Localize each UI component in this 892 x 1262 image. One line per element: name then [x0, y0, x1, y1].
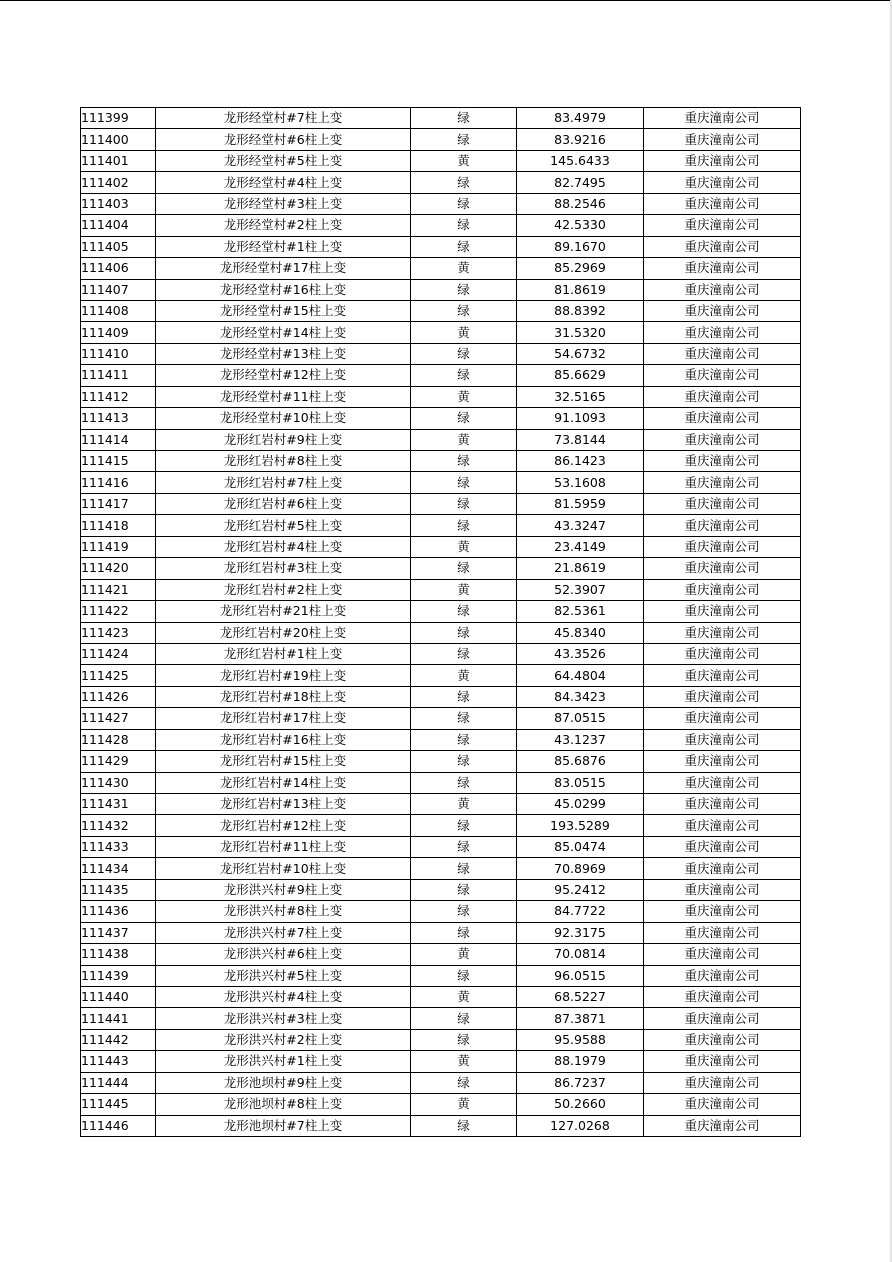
cell-company: 重庆潼南公司 — [644, 729, 801, 750]
cell-status-color: 绿 — [411, 515, 517, 536]
cell-company: 重庆潼南公司 — [644, 472, 801, 493]
cell-transformer-name: 龙形红岩村#12柱上变 — [156, 815, 411, 836]
page-top-border — [0, 0, 892, 1]
cell-id: 111411 — [81, 365, 156, 386]
cell-company: 重庆潼南公司 — [644, 579, 801, 600]
cell-company: 重庆潼南公司 — [644, 343, 801, 364]
cell-id: 111440 — [81, 986, 156, 1007]
cell-company: 重庆潼南公司 — [644, 172, 801, 193]
cell-transformer-name: 龙形经堂村#7柱上变 — [156, 108, 411, 129]
cell-value: 95.9588 — [517, 1029, 644, 1050]
cell-id: 111424 — [81, 643, 156, 664]
cell-company: 重庆潼南公司 — [644, 322, 801, 343]
cell-id: 111414 — [81, 429, 156, 450]
cell-company: 重庆潼南公司 — [644, 1029, 801, 1050]
cell-value: 54.6732 — [517, 343, 644, 364]
cell-status-color: 黄 — [411, 794, 517, 815]
cell-company: 重庆潼南公司 — [644, 879, 801, 900]
cell-value: 88.1979 — [517, 1051, 644, 1072]
cell-status-color: 黄 — [411, 386, 517, 407]
cell-company: 重庆潼南公司 — [644, 772, 801, 793]
cell-transformer-name: 龙形洪兴村#1柱上变 — [156, 1051, 411, 1072]
table-row — [81, 1115, 801, 1136]
cell-value: 86.1423 — [517, 451, 644, 472]
table-row — [81, 236, 801, 257]
table-row — [81, 665, 801, 686]
cell-company: 重庆潼南公司 — [644, 922, 801, 943]
table-row — [81, 751, 801, 772]
table-row — [81, 258, 801, 279]
cell-value: 64.4804 — [517, 665, 644, 686]
cell-status-color: 绿 — [411, 751, 517, 772]
cell-value: 43.1237 — [517, 729, 644, 750]
transformer-table — [80, 107, 801, 1137]
cell-status-color: 黄 — [411, 322, 517, 343]
cell-transformer-name: 龙形经堂村#16柱上变 — [156, 279, 411, 300]
cell-id: 111403 — [81, 193, 156, 214]
cell-value: 82.5361 — [517, 601, 644, 622]
cell-company: 重庆潼南公司 — [644, 1008, 801, 1029]
table-body — [81, 108, 801, 1137]
table-row — [81, 343, 801, 364]
cell-value: 88.2546 — [517, 193, 644, 214]
cell-value: 83.9216 — [517, 129, 644, 150]
cell-id: 111425 — [81, 665, 156, 686]
cell-company: 重庆潼南公司 — [644, 794, 801, 815]
cell-transformer-name: 龙形经堂村#2柱上变 — [156, 215, 411, 236]
cell-company: 重庆潼南公司 — [644, 279, 801, 300]
table-row — [81, 1072, 801, 1093]
cell-value: 23.4149 — [517, 536, 644, 557]
cell-status-color: 绿 — [411, 965, 517, 986]
cell-status-color: 黄 — [411, 665, 517, 686]
cell-company: 重庆潼南公司 — [644, 493, 801, 514]
cell-transformer-name: 龙形红岩村#9柱上变 — [156, 429, 411, 450]
cell-id: 111418 — [81, 515, 156, 536]
cell-value: 68.5227 — [517, 986, 644, 1007]
cell-value: 83.0515 — [517, 772, 644, 793]
cell-id: 111407 — [81, 279, 156, 300]
cell-value: 42.5330 — [517, 215, 644, 236]
cell-company: 重庆潼南公司 — [644, 751, 801, 772]
cell-transformer-name: 龙形经堂村#6柱上变 — [156, 129, 411, 150]
cell-value: 85.6876 — [517, 751, 644, 772]
table-row — [81, 172, 801, 193]
cell-transformer-name: 龙形红岩村#7柱上变 — [156, 472, 411, 493]
cell-status-color: 绿 — [411, 472, 517, 493]
cell-transformer-name: 龙形洪兴村#8柱上变 — [156, 901, 411, 922]
cell-id: 111438 — [81, 944, 156, 965]
cell-company: 重庆潼南公司 — [644, 815, 801, 836]
cell-value: 32.5165 — [517, 386, 644, 407]
table-row — [81, 858, 801, 879]
cell-transformer-name: 龙形经堂村#12柱上变 — [156, 365, 411, 386]
cell-status-color: 绿 — [411, 601, 517, 622]
cell-value: 73.8144 — [517, 429, 644, 450]
cell-id: 111437 — [81, 922, 156, 943]
cell-value: 52.3907 — [517, 579, 644, 600]
cell-company: 重庆潼南公司 — [644, 965, 801, 986]
cell-status-color: 黄 — [411, 986, 517, 1007]
cell-transformer-name: 龙形红岩村#6柱上变 — [156, 493, 411, 514]
cell-status-color: 绿 — [411, 922, 517, 943]
cell-transformer-name: 龙形红岩村#16柱上变 — [156, 729, 411, 750]
table-row — [81, 451, 801, 472]
cell-transformer-name: 龙形红岩村#11柱上变 — [156, 836, 411, 857]
table-row — [81, 901, 801, 922]
cell-id: 111441 — [81, 1008, 156, 1029]
cell-transformer-name: 龙形洪兴村#5柱上变 — [156, 965, 411, 986]
cell-status-color: 黄 — [411, 1051, 517, 1072]
cell-company: 重庆潼南公司 — [644, 622, 801, 643]
cell-transformer-name: 龙形红岩村#4柱上变 — [156, 536, 411, 557]
cell-status-color: 黄 — [411, 429, 517, 450]
cell-value: 70.0814 — [517, 944, 644, 965]
table-row — [81, 429, 801, 450]
cell-company: 重庆潼南公司 — [644, 408, 801, 429]
cell-value: 43.3247 — [517, 515, 644, 536]
cell-transformer-name: 龙形经堂村#17柱上变 — [156, 258, 411, 279]
cell-id: 111408 — [81, 300, 156, 321]
cell-value: 53.1608 — [517, 472, 644, 493]
cell-transformer-name: 龙形洪兴村#7柱上变 — [156, 922, 411, 943]
cell-status-color: 绿 — [411, 236, 517, 257]
cell-id: 111415 — [81, 451, 156, 472]
table-row — [81, 922, 801, 943]
cell-id: 111430 — [81, 772, 156, 793]
table-row — [81, 536, 801, 557]
cell-value: 84.7722 — [517, 901, 644, 922]
cell-transformer-name: 龙形红岩村#20柱上变 — [156, 622, 411, 643]
cell-value: 89.1670 — [517, 236, 644, 257]
cell-company: 重庆潼南公司 — [644, 1072, 801, 1093]
cell-transformer-name: 龙形红岩村#17柱上变 — [156, 708, 411, 729]
cell-transformer-name: 龙形红岩村#14柱上变 — [156, 772, 411, 793]
cell-id: 111426 — [81, 686, 156, 707]
cell-id: 111401 — [81, 150, 156, 171]
cell-transformer-name: 龙形经堂村#4柱上变 — [156, 172, 411, 193]
cell-company: 重庆潼南公司 — [644, 386, 801, 407]
cell-company: 重庆潼南公司 — [644, 686, 801, 707]
table-row — [81, 129, 801, 150]
cell-transformer-name: 龙形池坝村#7柱上变 — [156, 1115, 411, 1136]
cell-transformer-name: 龙形红岩村#13柱上变 — [156, 794, 411, 815]
cell-status-color: 绿 — [411, 343, 517, 364]
cell-status-color: 绿 — [411, 686, 517, 707]
cell-id: 111434 — [81, 858, 156, 879]
cell-company: 重庆潼南公司 — [644, 236, 801, 257]
cell-company: 重庆潼南公司 — [644, 986, 801, 1007]
cell-transformer-name: 龙形经堂村#15柱上变 — [156, 300, 411, 321]
cell-transformer-name: 龙形红岩村#1柱上变 — [156, 643, 411, 664]
cell-status-color: 绿 — [411, 129, 517, 150]
cell-company: 重庆潼南公司 — [644, 1094, 801, 1115]
cell-company: 重庆潼南公司 — [644, 193, 801, 214]
cell-status-color: 绿 — [411, 451, 517, 472]
cell-transformer-name: 龙形红岩村#2柱上变 — [156, 579, 411, 600]
cell-company: 重庆潼南公司 — [644, 601, 801, 622]
cell-status-color: 绿 — [411, 815, 517, 836]
cell-id: 111404 — [81, 215, 156, 236]
cell-id: 111445 — [81, 1094, 156, 1115]
cell-value: 83.4979 — [517, 108, 644, 129]
table-row — [81, 1051, 801, 1072]
table-row — [81, 879, 801, 900]
cell-company: 重庆潼南公司 — [644, 708, 801, 729]
cell-transformer-name: 龙形经堂村#13柱上变 — [156, 343, 411, 364]
cell-status-color: 绿 — [411, 1029, 517, 1050]
cell-value: 85.0474 — [517, 836, 644, 857]
table-row — [81, 493, 801, 514]
cell-status-color: 黄 — [411, 944, 517, 965]
cell-status-color: 绿 — [411, 1115, 517, 1136]
cell-id: 111400 — [81, 129, 156, 150]
cell-transformer-name: 龙形红岩村#15柱上变 — [156, 751, 411, 772]
cell-value: 43.3526 — [517, 643, 644, 664]
table-row — [81, 986, 801, 1007]
table-row — [81, 408, 801, 429]
cell-status-color: 黄 — [411, 150, 517, 171]
cell-company: 重庆潼南公司 — [644, 1115, 801, 1136]
cell-status-color: 黄 — [411, 579, 517, 600]
cell-value: 92.3175 — [517, 922, 644, 943]
cell-id: 111420 — [81, 558, 156, 579]
table-row — [81, 193, 801, 214]
table-row — [81, 686, 801, 707]
cell-status-color: 绿 — [411, 643, 517, 664]
cell-id: 111419 — [81, 536, 156, 557]
cell-company: 重庆潼南公司 — [644, 944, 801, 965]
cell-value: 81.8619 — [517, 279, 644, 300]
cell-transformer-name: 龙形洪兴村#6柱上变 — [156, 944, 411, 965]
cell-status-color: 绿 — [411, 901, 517, 922]
table-row — [81, 836, 801, 857]
cell-value: 50.2660 — [517, 1094, 644, 1115]
table-row — [81, 365, 801, 386]
cell-company: 重庆潼南公司 — [644, 836, 801, 857]
cell-company: 重庆潼南公司 — [644, 108, 801, 129]
cell-id: 111431 — [81, 794, 156, 815]
cell-id: 111428 — [81, 729, 156, 750]
cell-value: 96.0515 — [517, 965, 644, 986]
cell-value: 82.7495 — [517, 172, 644, 193]
cell-company: 重庆潼南公司 — [644, 1051, 801, 1072]
cell-transformer-name: 龙形经堂村#11柱上变 — [156, 386, 411, 407]
cell-company: 重庆潼南公司 — [644, 901, 801, 922]
cell-id: 111406 — [81, 258, 156, 279]
cell-value: 145.6433 — [517, 150, 644, 171]
table-row — [81, 965, 801, 986]
cell-transformer-name: 龙形经堂村#14柱上变 — [156, 322, 411, 343]
cell-id: 111405 — [81, 236, 156, 257]
cell-id: 111422 — [81, 601, 156, 622]
cell-transformer-name: 龙形洪兴村#3柱上变 — [156, 1008, 411, 1029]
cell-value: 86.7237 — [517, 1072, 644, 1093]
cell-company: 重庆潼南公司 — [644, 258, 801, 279]
cell-company: 重庆潼南公司 — [644, 300, 801, 321]
table-row — [81, 1094, 801, 1115]
cell-status-color: 绿 — [411, 279, 517, 300]
table-row — [81, 472, 801, 493]
cell-status-color: 绿 — [411, 1072, 517, 1093]
cell-id: 111442 — [81, 1029, 156, 1050]
table-row — [81, 558, 801, 579]
cell-value: 91.1093 — [517, 408, 644, 429]
table-row — [81, 1029, 801, 1050]
cell-status-color: 黄 — [411, 536, 517, 557]
cell-value: 70.8969 — [517, 858, 644, 879]
cell-transformer-name: 龙形洪兴村#9柱上变 — [156, 879, 411, 900]
cell-id: 111439 — [81, 965, 156, 986]
cell-status-color: 绿 — [411, 172, 517, 193]
cell-id: 111433 — [81, 836, 156, 857]
table-row — [81, 794, 801, 815]
table-row — [81, 1008, 801, 1029]
cell-transformer-name: 龙形经堂村#1柱上变 — [156, 236, 411, 257]
cell-id: 111416 — [81, 472, 156, 493]
cell-id: 111423 — [81, 622, 156, 643]
cell-transformer-name: 龙形经堂村#5柱上变 — [156, 150, 411, 171]
cell-value: 45.8340 — [517, 622, 644, 643]
table-row — [81, 515, 801, 536]
cell-status-color: 绿 — [411, 772, 517, 793]
cell-id: 111421 — [81, 579, 156, 600]
cell-value: 21.8619 — [517, 558, 644, 579]
cell-status-color: 绿 — [411, 622, 517, 643]
cell-status-color: 绿 — [411, 558, 517, 579]
cell-status-color: 绿 — [411, 408, 517, 429]
cell-transformer-name: 龙形洪兴村#2柱上变 — [156, 1029, 411, 1050]
table-row — [81, 108, 801, 129]
cell-id: 111446 — [81, 1115, 156, 1136]
table-row — [81, 579, 801, 600]
table-row — [81, 729, 801, 750]
cell-value: 87.0515 — [517, 708, 644, 729]
table-row — [81, 601, 801, 622]
cell-transformer-name: 龙形红岩村#10柱上变 — [156, 858, 411, 879]
table-row — [81, 708, 801, 729]
cell-status-color: 黄 — [411, 258, 517, 279]
table-row — [81, 643, 801, 664]
cell-value: 88.8392 — [517, 300, 644, 321]
cell-value: 95.2412 — [517, 879, 644, 900]
cell-value: 87.3871 — [517, 1008, 644, 1029]
cell-transformer-name: 龙形池坝村#9柱上变 — [156, 1072, 411, 1093]
cell-status-color: 绿 — [411, 108, 517, 129]
table-row — [81, 944, 801, 965]
table-row — [81, 279, 801, 300]
cell-transformer-name: 龙形池坝村#8柱上变 — [156, 1094, 411, 1115]
cell-id: 111432 — [81, 815, 156, 836]
cell-status-color: 绿 — [411, 879, 517, 900]
cell-company: 重庆潼南公司 — [644, 129, 801, 150]
cell-status-color: 绿 — [411, 493, 517, 514]
cell-value: 81.5959 — [517, 493, 644, 514]
cell-value: 31.5320 — [517, 322, 644, 343]
cell-status-color: 绿 — [411, 729, 517, 750]
cell-company: 重庆潼南公司 — [644, 365, 801, 386]
cell-id: 111435 — [81, 879, 156, 900]
table-row — [81, 215, 801, 236]
cell-transformer-name: 龙形红岩村#3柱上变 — [156, 558, 411, 579]
cell-status-color: 绿 — [411, 215, 517, 236]
cell-transformer-name: 龙形红岩村#21柱上变 — [156, 601, 411, 622]
cell-transformer-name: 龙形洪兴村#4柱上变 — [156, 986, 411, 1007]
cell-id: 111410 — [81, 343, 156, 364]
cell-transformer-name: 龙形红岩村#5柱上变 — [156, 515, 411, 536]
cell-id: 111402 — [81, 172, 156, 193]
cell-id: 111412 — [81, 386, 156, 407]
cell-status-color: 绿 — [411, 193, 517, 214]
cell-status-color: 绿 — [411, 1008, 517, 1029]
cell-company: 重庆潼南公司 — [644, 558, 801, 579]
table-row — [81, 622, 801, 643]
cell-value: 84.3423 — [517, 686, 644, 707]
cell-transformer-name: 龙形红岩村#8柱上变 — [156, 451, 411, 472]
cell-value: 45.0299 — [517, 794, 644, 815]
table-row — [81, 322, 801, 343]
cell-company: 重庆潼南公司 — [644, 515, 801, 536]
cell-value: 193.5289 — [517, 815, 644, 836]
cell-status-color: 绿 — [411, 858, 517, 879]
cell-id: 111427 — [81, 708, 156, 729]
cell-value: 127.0268 — [517, 1115, 644, 1136]
cell-id: 111436 — [81, 901, 156, 922]
table-row — [81, 386, 801, 407]
cell-value: 85.6629 — [517, 365, 644, 386]
cell-id: 111444 — [81, 1072, 156, 1093]
table-row — [81, 300, 801, 321]
table-row — [81, 772, 801, 793]
cell-company: 重庆潼南公司 — [644, 858, 801, 879]
cell-id: 111429 — [81, 751, 156, 772]
table-row — [81, 815, 801, 836]
cell-id: 111417 — [81, 493, 156, 514]
cell-company: 重庆潼南公司 — [644, 150, 801, 171]
cell-company: 重庆潼南公司 — [644, 665, 801, 686]
cell-company: 重庆潼南公司 — [644, 643, 801, 664]
cell-transformer-name: 龙形红岩村#19柱上变 — [156, 665, 411, 686]
cell-status-color: 绿 — [411, 300, 517, 321]
cell-id: 111409 — [81, 322, 156, 343]
cell-company: 重庆潼南公司 — [644, 215, 801, 236]
cell-company: 重庆潼南公司 — [644, 536, 801, 557]
cell-id: 111413 — [81, 408, 156, 429]
cell-value: 85.2969 — [517, 258, 644, 279]
cell-transformer-name: 龙形经堂村#10柱上变 — [156, 408, 411, 429]
cell-status-color: 黄 — [411, 1094, 517, 1115]
table-row — [81, 150, 801, 171]
cell-transformer-name: 龙形经堂村#3柱上变 — [156, 193, 411, 214]
cell-company: 重庆潼南公司 — [644, 451, 801, 472]
cell-status-color: 绿 — [411, 708, 517, 729]
cell-transformer-name: 龙形红岩村#18柱上变 — [156, 686, 411, 707]
cell-status-color: 绿 — [411, 365, 517, 386]
cell-id: 111443 — [81, 1051, 156, 1072]
cell-status-color: 绿 — [411, 836, 517, 857]
cell-id: 111399 — [81, 108, 156, 129]
cell-company: 重庆潼南公司 — [644, 429, 801, 450]
